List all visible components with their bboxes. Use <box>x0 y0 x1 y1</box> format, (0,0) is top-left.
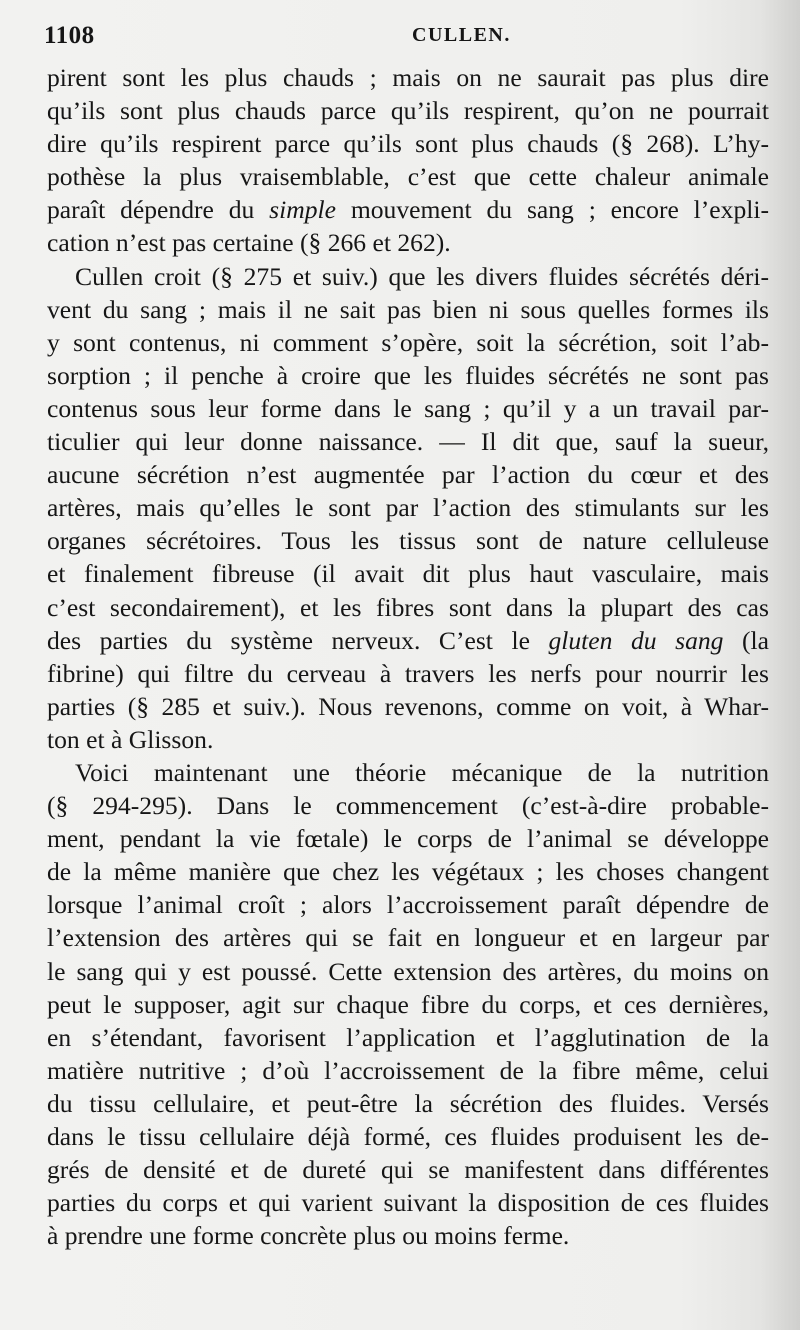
text-line: (§ 294-295). Dans le commencement (c’est-à-dire probable- <box>47 791 769 821</box>
text-line: dans le tissu cellulaire déjà formé, ces fluides produisent les de- <box>47 1122 769 1151</box>
text-line: grés de densité et de dureté qui se manifestent dans différentes <box>47 1155 769 1185</box>
emphasis: simple <box>269 195 336 225</box>
text-line: peut le supposer, agit sur chaque fibre du corps, et ces dernières, <box>47 989 769 1019</box>
page-number: 1108 <box>44 22 95 49</box>
text-line: Cullen croit (§ 275 et suiv.) que les divers fluides sécrétés déri- <box>75 261 769 291</box>
text-line: l’extension des artères qui se fait en longueur et en largeur par <box>47 923 769 953</box>
paragraph-1 <box>47 61 769 260</box>
text-line: le sang qui y est poussé. Cette extension des artères, du moins on <box>47 956 769 986</box>
text-line: cation n’est pas certaine (§ 266 et 262). <box>47 228 451 258</box>
text-line: dire qu’ils respirent parce qu’ils sont plus chauds (§ 268). L’hy- <box>47 129 769 159</box>
text-line: sorption ; il penche à croire que les fluides sécrétés ne sont pas <box>47 360 769 390</box>
text-line: en s’étendant, favorisent l’application et l’agglutination de la <box>47 1022 769 1052</box>
text-line: des parties du système nerveux. C’est le gluten du sang (la <box>47 625 769 655</box>
paragraph-3 <box>47 756 769 1252</box>
page-header <box>44 22 760 52</box>
text-line: de la même manière que chez les végétaux ; les choses changent <box>47 857 769 887</box>
text-line: ton et à Glisson. <box>47 724 214 754</box>
text-line: Voici maintenant une théorie mécanique de la nutrition <box>75 757 769 787</box>
text-line: qu’ils sont plus chauds parce qu’ils respirent, qu’on ne pourrait <box>47 96 769 126</box>
text-line: aucune sécrétion n’est augmentée par l’action du cœur et des <box>47 460 769 490</box>
text-line: du tissu cellulaire, et peut-être la sécrétion des fluides. Versés <box>47 1088 769 1118</box>
running-head: CULLEN. <box>412 24 511 46</box>
text-line: lorsque l’animal croît ; alors l’accroissement paraît dépendre de <box>47 890 769 920</box>
text-line: organes sécrétoires. Tous les tissus sont de nature celluleuse <box>47 526 769 556</box>
text-line: parties (§ 285 et suiv.). Nous revenons, comme on voit, à Whar- <box>47 691 769 721</box>
paragraph-2 <box>47 260 769 756</box>
text-line: parties du corps et qui varient suivant la disposition de ces fluides <box>47 1188 769 1218</box>
text-line: fibrine) qui filtre du cerveau à travers les nerfs pour nourrir les <box>47 658 769 688</box>
text-line: pirent sont les plus chauds ; mais on ne saurait pas plus dire <box>47 63 769 92</box>
text-line: à prendre une forme concrète plus ou moins ferme. <box>47 1221 570 1251</box>
text-line: paraît dépendre du simple mouvement du sang ; encore l’expli- <box>47 195 769 225</box>
text-line: y sont contenus, ni comment s’opère, soit la sécrétion, soit l’ab- <box>47 327 769 357</box>
text-line: contenus sous leur forme dans le sang ; qu’il y a un travail par- <box>47 393 769 423</box>
text-line: ticulier qui leur donne naissance. — Il dit que, sauf la sueur, <box>47 427 769 457</box>
text-line: ment, pendant la vie fœtale) le corps de l’animal se développe <box>47 824 769 854</box>
page-body <box>47 61 769 1252</box>
text-line: et finalement fibreuse (il avait dit plus haut vasculaire, mais <box>47 559 769 589</box>
emphasis: gluten du sang <box>548 625 724 655</box>
text-line: c’est secondairement), et les fibres sont dans la plupart des cas <box>47 592 769 622</box>
text-line: vent du sang ; mais il ne sait pas bien ni sous quelles formes ils <box>47 294 769 324</box>
text-line: pothèse la plus vraisemblable, c’est que cette chaleur animale <box>47 162 769 192</box>
text-line: matière nutritive ; d’où l’accroissement de la fibre même, celui <box>47 1055 769 1085</box>
text-line: artères, mais qu’elles le sont par l’action des stimulants sur les <box>47 493 769 523</box>
